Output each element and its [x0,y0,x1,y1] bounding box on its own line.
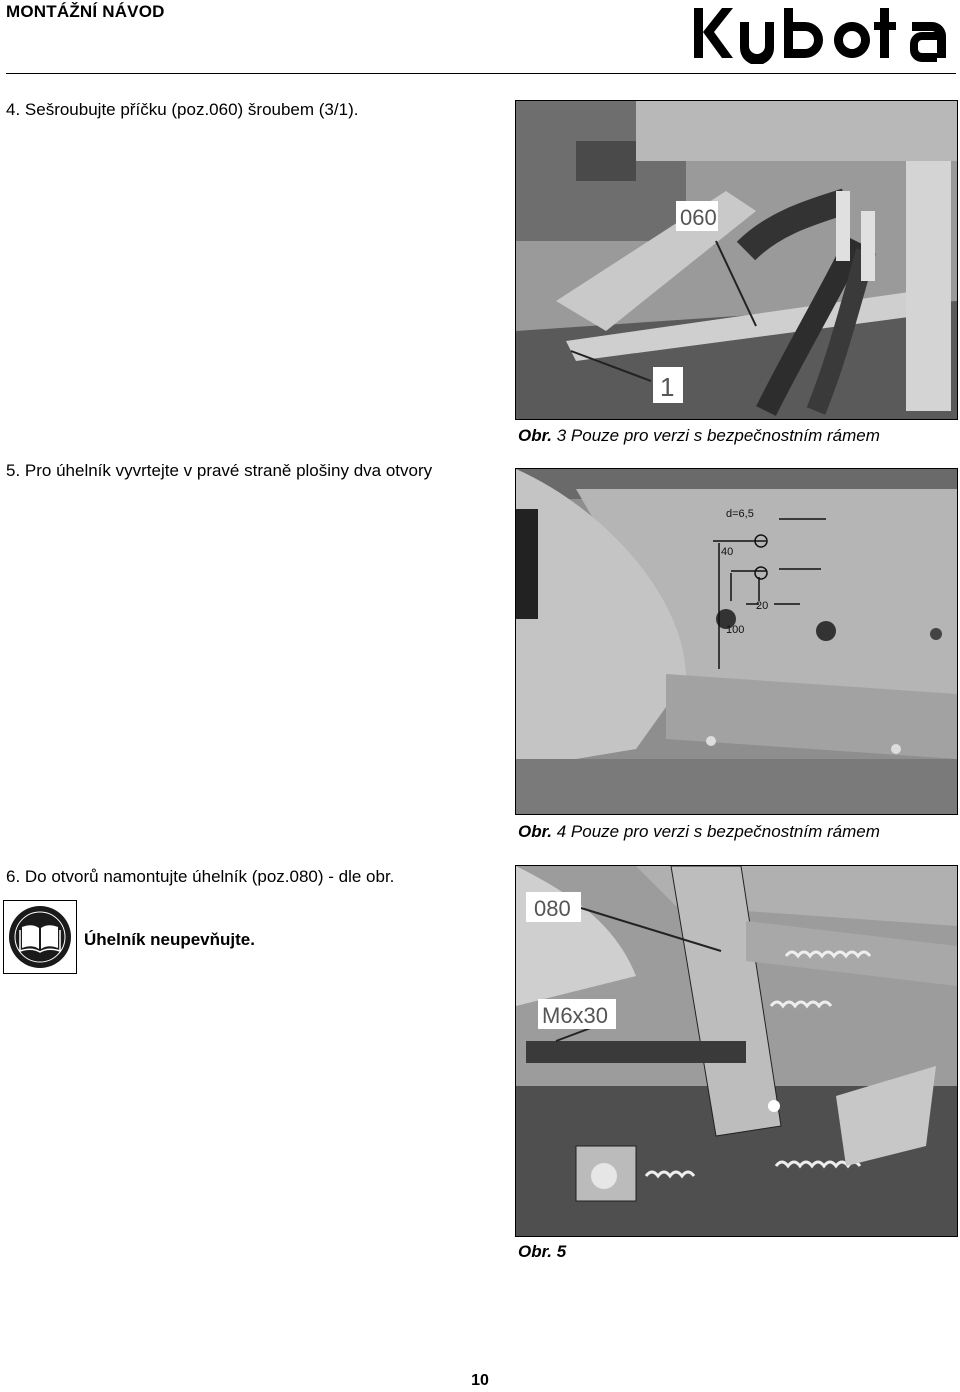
label-m6x30: M6x30 [542,1003,609,1028]
label-1: 1 [660,372,675,402]
figure-3-photo [515,100,958,420]
label-060: 060 [680,205,717,230]
figure-3-caption: Obr. 3 Pouze pro verzi s bezpečnostním rámem [518,426,880,445]
document-title: MONTÁŽNÍ NÁVOD [6,2,165,21]
manual-book-icon [4,901,76,973]
dim-diameter: d=6,5 [726,508,754,520]
dim-100: 100 [726,624,745,636]
dim-20: 20 [756,600,769,612]
figure-4-photo [515,468,958,815]
dim-40: 40 [721,546,734,558]
figure-4-caption: Obr. 4 Pouze pro verzi s bezpečnostním rámem [518,822,880,841]
header-divider [6,73,956,74]
note-text: Úhelník neupevňujte. [84,930,255,949]
page-number: 10 [471,1372,489,1389]
kubota-logo [692,2,956,64]
step-4-text: 4. Sešroubujte příčku (poz.060) šroubem (3/1). [6,100,359,119]
note-icon-box [3,900,77,974]
label-080: 080 [534,896,571,921]
step-5-text: 5. Pro úhelník vyvrtejte v pravé straně plošiny dva otvory [6,461,433,480]
figure-5-photo [515,865,958,1237]
step-6-text: 6. Do otvorů namontujte úhelník (poz.080) - dle obr. [6,867,395,886]
figure-5-caption: Obr. 5 [518,1242,567,1261]
